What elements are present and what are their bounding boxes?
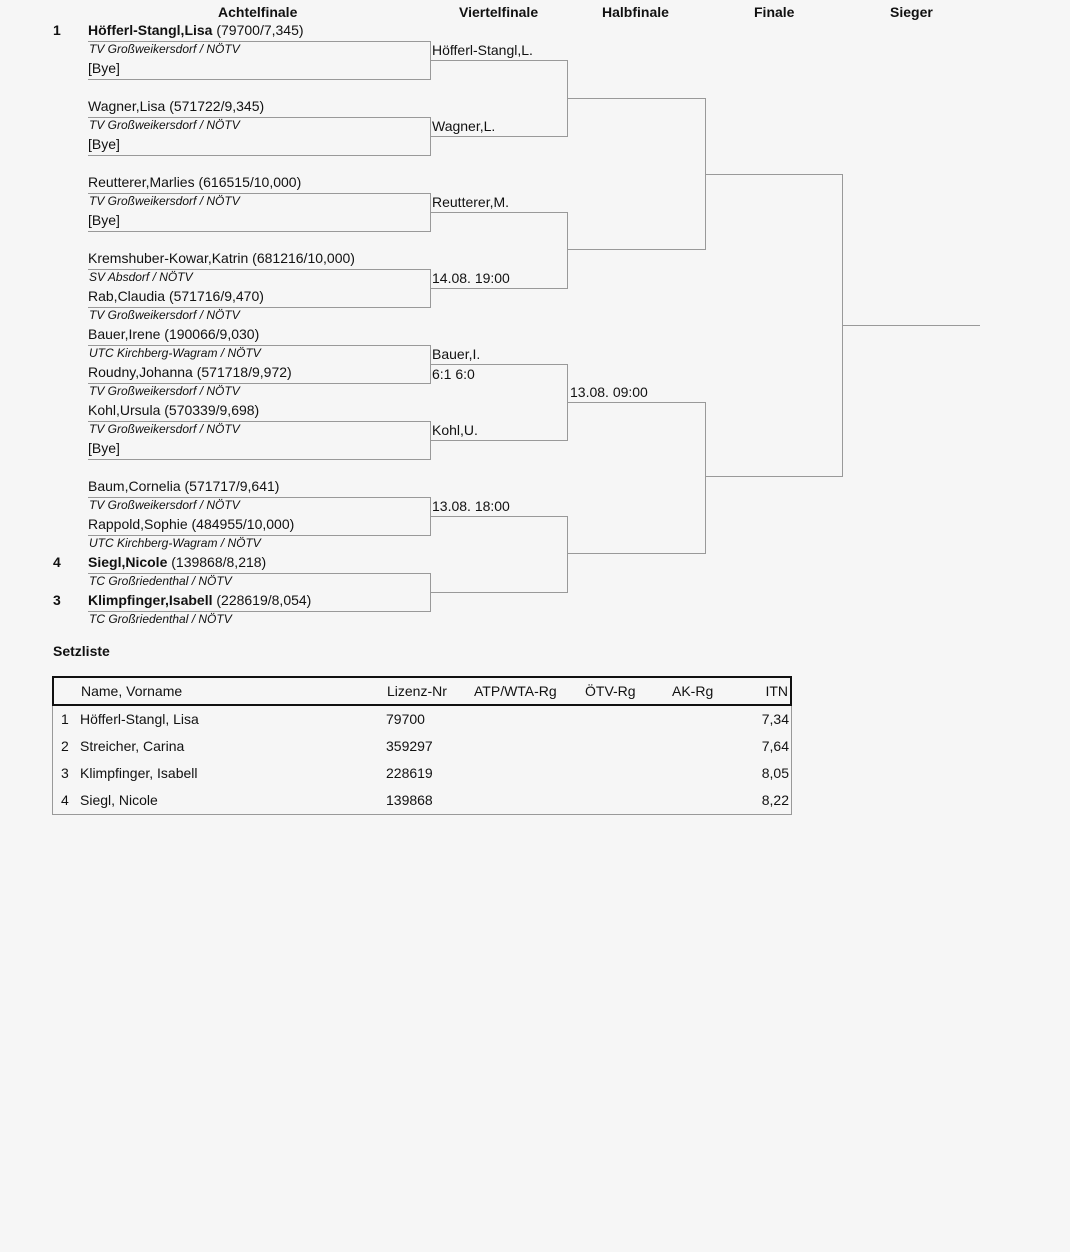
qf-result: 13.08. 18:00: [432, 498, 510, 514]
seed-nr: 3: [61, 765, 69, 781]
match-box-final: [705, 174, 843, 477]
header-itn: ITN: [765, 683, 788, 699]
match-box-qf: [430, 60, 568, 137]
round-header-sieger: Sieger: [890, 4, 933, 20]
player-club: TV Großweikersdorf / NÖTV: [89, 498, 240, 512]
player-entry: [Bye]: [88, 136, 120, 152]
qf-result: Bauer,I.: [432, 346, 481, 362]
seed-lizenz: 228619: [386, 765, 433, 781]
seed-number: 3: [53, 592, 61, 608]
seed-name: Streicher, Carina: [80, 738, 185, 754]
player-entry: Rappold,Sophie (484955/10,000): [88, 516, 295, 532]
match-box-r16: [88, 421, 431, 460]
match-box-qf: [430, 212, 568, 289]
player-entry: Kohl,Ursula (570339/9,698): [88, 402, 260, 418]
seed-lizenz: 79700: [386, 711, 425, 727]
round-header-achtelfinale: Achtelfinale: [218, 4, 298, 20]
seed-number: 1: [53, 22, 61, 38]
player-club: TV Großweikersdorf / NÖTV: [89, 422, 240, 436]
match-box-sf: [567, 402, 706, 554]
player-entry: Wagner,Lisa (571722/9,345): [88, 98, 265, 114]
seed-list-title: Setzliste: [53, 643, 110, 659]
header-name: Name, Vorname: [81, 683, 183, 699]
round-header-finale: Finale: [754, 4, 795, 20]
player-entry: [Bye]: [88, 212, 120, 228]
qf-result: 14.08. 19:00: [432, 270, 510, 286]
player-club: TV Großweikersdorf / NÖTV: [89, 384, 240, 398]
seed-number: 4: [53, 554, 61, 570]
match-box-qf: [430, 364, 568, 441]
player-info: (228619/8,054): [212, 592, 312, 608]
player-entry: [88, 554, 266, 570]
seed-itn: 8,05: [761, 765, 789, 781]
qf-result: Kohl,U.: [432, 422, 478, 438]
sf-result: 13.08. 09:00: [570, 384, 648, 400]
player-club: TC Großriedenthal / NÖTV: [89, 574, 232, 588]
player-info: (79700/7,345): [212, 22, 304, 38]
player-entry: [Bye]: [88, 440, 120, 456]
match-box-r16: [88, 117, 431, 156]
player-club: TV Großweikersdorf / NÖTV: [89, 194, 240, 208]
player-name: Höfferl-Stangl,Lisa: [88, 22, 213, 38]
seed-name: Siegl, Nicole: [80, 792, 158, 808]
seed-itn: 7,34: [761, 711, 789, 727]
player-entry: Kremshuber-Kowar,Katrin (681216/10,000): [88, 250, 355, 266]
player-entry: Roudny,Johanna (571718/9,972): [88, 364, 292, 380]
header-atp-wta: ATP/WTA-Rg: [474, 683, 557, 699]
seed-itn: 7,64: [761, 738, 789, 754]
player-club: SV Absdorf / NÖTV: [89, 270, 193, 284]
player-name: Siegl,Nicole: [88, 554, 168, 570]
seed-list-table: [52, 676, 792, 815]
header-oetv: ÖTV-Rg: [585, 683, 636, 699]
seed-lizenz: 359297: [386, 738, 433, 754]
round-header-viertelfinale: Viertelfinale: [459, 4, 539, 20]
qf-result: Reutterer,M.: [432, 194, 510, 210]
round-header-halbfinale: Halbfinale: [602, 4, 669, 20]
seed-nr: 4: [61, 792, 69, 808]
qf-result: Höfferl-Stangl,L.: [432, 42, 533, 58]
match-box-r16: [88, 41, 431, 80]
player-entry: Rab,Claudia (571716/9,470): [88, 288, 264, 304]
seed-itn: 8,22: [761, 792, 789, 808]
match-box-r16: [88, 497, 431, 536]
player-club: TC Großriedenthal / NÖTV: [89, 612, 232, 626]
match-box-sf: [567, 98, 706, 250]
seed-name: Klimpfinger, Isabell: [80, 765, 198, 781]
player-club: TV Großweikersdorf / NÖTV: [89, 308, 240, 322]
header-ak: AK-Rg: [672, 683, 714, 699]
player-club: TV Großweikersdorf / NÖTV: [89, 42, 240, 56]
match-box-r16: [88, 193, 431, 232]
match-box-r16: [88, 269, 431, 308]
qf-score: 6:1 6:0: [432, 366, 475, 382]
match-box-qf: [430, 516, 568, 593]
player-entry: Bauer,Irene (190066/9,030): [88, 326, 260, 342]
player-entry: [88, 22, 304, 38]
player-club: UTC Kirchberg-Wagram / NÖTV: [89, 346, 261, 360]
match-box-r16: [88, 573, 431, 612]
player-entry: [Bye]: [88, 60, 120, 76]
player-club: UTC Kirchberg-Wagram / NÖTV: [89, 536, 261, 550]
player-entry: Reutterer,Marlies (616515/10,000): [88, 174, 302, 190]
qf-result: Wagner,L.: [432, 118, 496, 134]
header-lizenz: Lizenz-Nr: [387, 683, 447, 699]
seed-nr: 2: [61, 738, 69, 754]
seed-list-header-row: [52, 676, 792, 706]
winner-line: [842, 325, 980, 326]
player-club: TV Großweikersdorf / NÖTV: [89, 118, 240, 132]
player-info: (139868/8,218): [167, 554, 267, 570]
player-name: Klimpfinger,Isabell: [88, 592, 213, 608]
seed-lizenz: 139868: [386, 792, 433, 808]
match-box-r16: [88, 345, 431, 384]
seed-name: Höfferl-Stangl, Lisa: [80, 711, 199, 727]
seed-nr: 1: [61, 711, 69, 727]
player-entry: Baum,Cornelia (571717/9,641): [88, 478, 280, 494]
